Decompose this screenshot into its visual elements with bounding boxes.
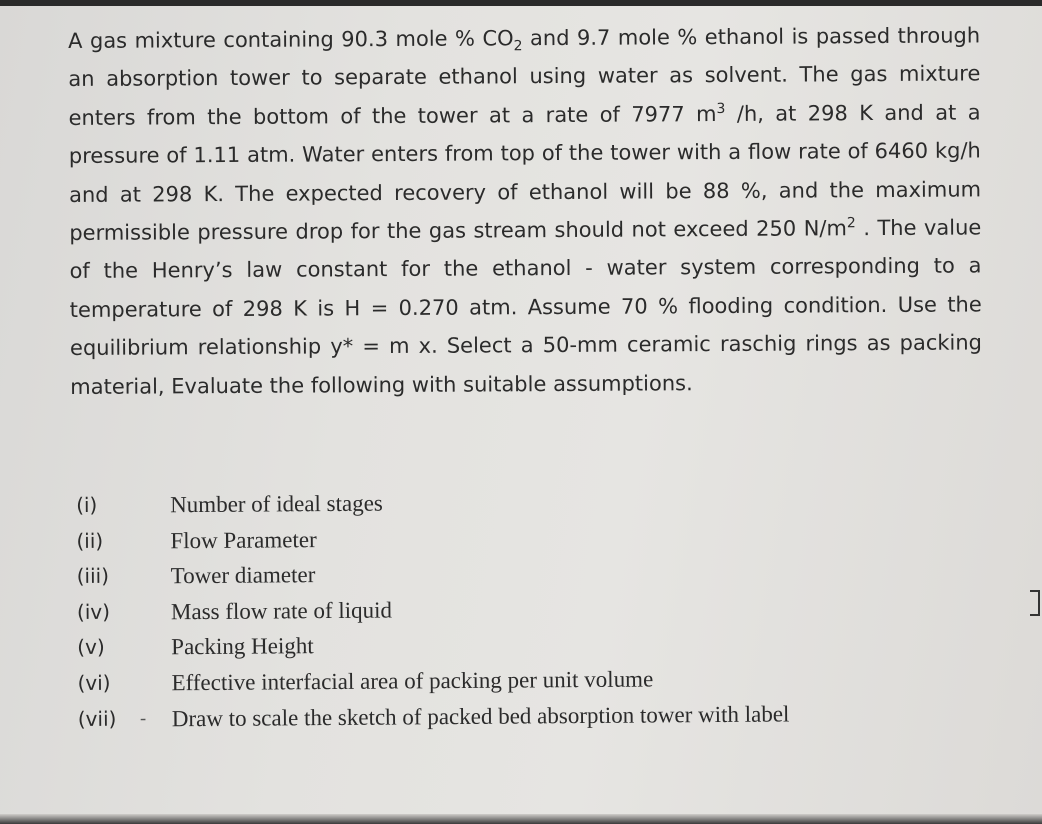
flow-unit-superscript: 3 bbox=[716, 100, 726, 117]
task-number: (iv) bbox=[76, 599, 111, 624]
task-number: (iii) bbox=[76, 563, 110, 589]
task-text: Mass flow rate of liquid bbox=[170, 597, 393, 625]
problem-text-part-2: and 9.7 mole % ethanol is passed through an absorption tower to separate ethanol using water as solvent. The gas mixture enters from the bottom of the tower at a rate of 7977 m bbox=[68, 23, 981, 130]
problem-text-part-4: . The value of the Henry’s law constant for the ethanol - water system corresponding to a temperature of 298 K is H = 0.270 atm. Assume 70 % flooding condition. Use the equilibrium relationship y* = m x. Select a 50-mm ceramic raschig rings as packing material, Evaluate the following with suitable assumptions. bbox=[69, 215, 983, 399]
task-number: (vii) bbox=[77, 706, 117, 731]
task-list bbox=[76, 481, 938, 737]
task-item bbox=[78, 695, 938, 737]
problem-text-part-1: A gas mixture containing 90.3 mole % CO bbox=[68, 26, 514, 53]
task-text: Number of ideal stages bbox=[170, 490, 383, 518]
task-text: Packing Height bbox=[171, 633, 314, 660]
task-number: (ii) bbox=[76, 528, 104, 553]
pressure-unit-superscript: 2 bbox=[846, 215, 856, 232]
co2-subscript: 2 bbox=[513, 38, 523, 55]
task-number: (vi) bbox=[77, 670, 111, 695]
task-dash: - bbox=[139, 708, 147, 730]
problem-text-part-3: /h, at 298 K and at a pressure of 1.11 atm. Water enters from top of the tower with a flow rate of 6460 kg/h and at 298 K. The expected recovery of ethanol will be 88 %, and the maximum permissible pressure drop for the gas stream should not exceed 250 N/m bbox=[68, 100, 982, 246]
top-border bbox=[0, 0, 1042, 6]
task-text: Draw to scale the sketch of packed bed absorption tower with label bbox=[171, 700, 790, 731]
task-text: Flow Parameter bbox=[170, 526, 317, 553]
task-number: (v) bbox=[77, 635, 105, 660]
task-text: Tower diameter bbox=[170, 562, 316, 589]
task-number: (i) bbox=[76, 492, 98, 517]
problem-statement bbox=[68, 16, 982, 406]
bottom-border bbox=[0, 814, 1042, 824]
bracket-mark bbox=[1030, 590, 1040, 616]
task-text: Effective interfacial area of packing per unit volume bbox=[171, 666, 654, 696]
